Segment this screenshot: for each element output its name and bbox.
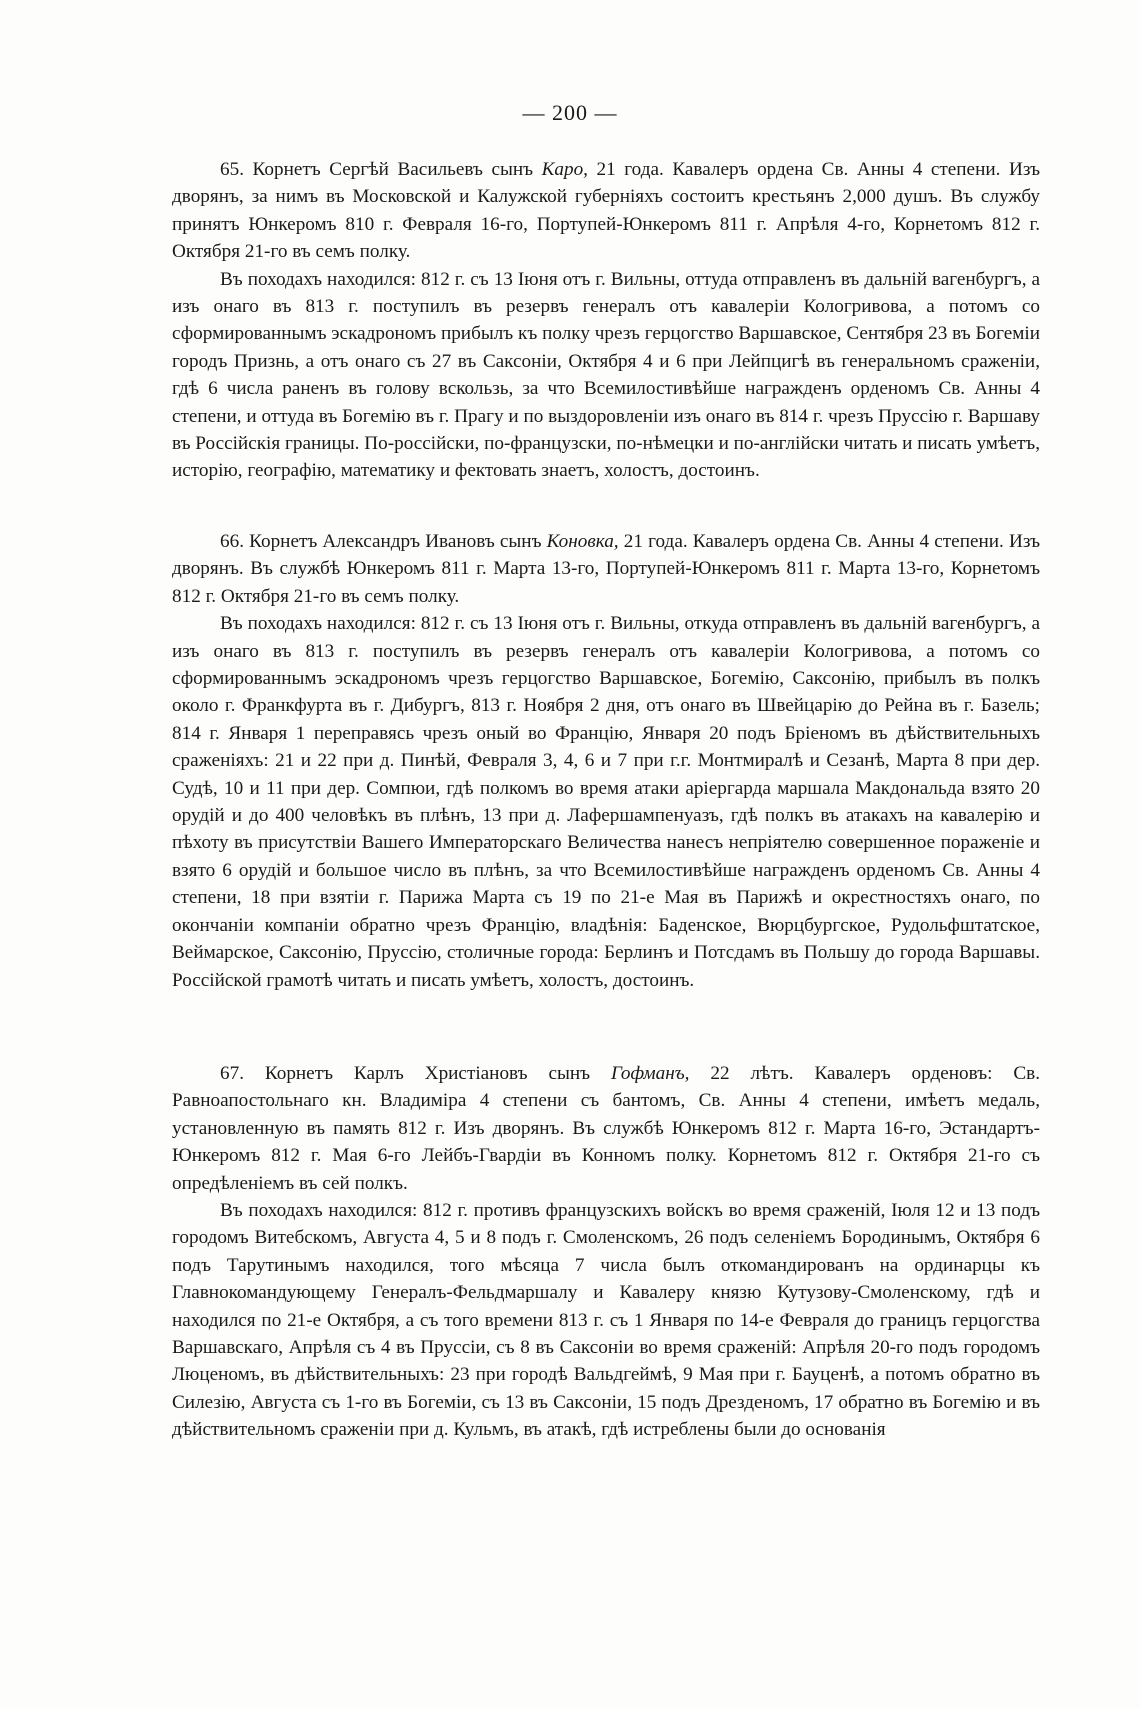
page-number: — 200 — bbox=[522, 100, 618, 125]
entry-intro-before: 67. Корнетъ Карлъ Христіановъ сынъ bbox=[220, 1063, 611, 1084]
entry-intro bbox=[172, 1060, 1040, 1197]
entry-surname: Гофманъ, bbox=[610, 1063, 690, 1084]
entry-intro bbox=[172, 156, 1040, 266]
entry-intro-after: 21 года. Кавалеръ ордена Св. Анны 4 степени. Изъ дворянъ. Въ службѣ Юнкеромъ 811 г. Марта 13-го, Портупей-Юнкеромъ 811 г. Марта 13-го, Корнетомъ 812 г. Октября 21-го въ семъ полку. bbox=[172, 531, 1041, 607]
entry-campaigns: Въ походахъ находился: 812 г. съ 13 Іюня отъ г. Вильны, оттуда отправленъ въ дальній вагенбургъ, а изъ онаго въ 813 г. поступилъ въ резервъ генералъ отъ кавалеріи Кологривова, а потомъ со сформированнымъ эскадрономъ прибылъ къ полку чрезъ герцогство Варшавское, Сентября 23 въ Богеміи городъ Признь, а отъ онаго съ 27 въ Саксоніи, Октября 4 и 6 при Лейпцигѣ въ генеральномъ сраженіи, гдѣ 6 числа раненъ въ голову вскользь, за что Всемилостивѣйше награжденъ орденомъ Св. Анны 4 степени, и оттуда въ Богемію въ г. Прагу и по выздоровленіи изъ онаго въ 814 г. чрезъ Пруссію г. Варшаву въ Россійскія границы. По-россійски, по-французски, по-нѣмецки и по-англійски читать и писать умѣетъ, исторію, географію, математику и фектовать знаетъ, холостъ, достоинъ. bbox=[172, 268, 1040, 482]
entry-65 bbox=[172, 156, 1040, 485]
entry-intro bbox=[172, 528, 1040, 610]
entry-67 bbox=[172, 1060, 1040, 1444]
entry-surname: Коновка, bbox=[546, 531, 619, 552]
entry-intro-before: 66. Корнетъ Александръ Ивановъ сынъ bbox=[220, 531, 547, 552]
entry-intro-after: 21 года. Кавалеръ ордена Св. Анны 4 степени. Изъ дворянъ, за нимъ въ Московской и Калужской губерніяхъ состоитъ крестьянъ 2,000 душъ. Въ службу принятъ Юнкеромъ 810 г. Февраля 16-го, Портупей-Юнкеромъ 811 г. Апрѣля 4-го, Корнетомъ 812 г. Октября 21-го въ семъ полку. bbox=[172, 159, 1040, 263]
entry-campaigns: Въ походахъ находился: 812 г. съ 13 Іюня отъ г. Вильны, откуда отправленъ въ дальній вагенбургъ, а изъ онаго въ 813 г. поступилъ въ резервъ генералъ отъ кавалеріи Кологривова, а потомъ со сформированнымъ эскадрономъ чрезъ герцогство Варшавское, Богемію, Саксонію, прибылъ въ полкъ около г. Франкфурта въ г. Дибургъ, 813 г. Ноября 2 дня, отъ онаго въ Швейцарію до Рейна въ г. Базель; 814 г. Января 1 переправясь чрезъ оный во Францію, Января 20 подъ Бріеномъ въ дѣйствительныхъ сраженіяхъ: 21 и 22 при д. Пинѣй, Февраля 3, 4, 6 и 7 при г.г. Монтмиралѣ и Сезанѣ, Марта 8 при дер. Судѣ, 10 и 11 при дер. Сомпюи, гдѣ полкомъ во время атаки аріергарда маршала Макдональда взято 20 орудій и до 400 человѣкъ въ плѣнъ, 13 при д. Лафершампенуазъ, гдѣ полкъ въ атакахъ на кавалерію и пѣхоту въ присутствіи Вашего Императорскаго Величества нанесъ непріятелю совершенное пораженіе и взято 6 орудій и большое число въ плѣнъ, за что Всемилостивѣйше награжденъ орденомъ Св. Анны 4 степени, 18 при взятіи г. Парижа Марта съ 19 по 21-е Мая въ Парижѣ и окрестностяхъ онаго, по окончаніи компаніи обратно чрезъ Францію, владѣнія: Баденское, Вюрцбургское, Рудольфштатское, Веймарское, Саксонію, Пруссію, столичные города: Берлинъ и Потсдамъ въ Польшу до города Варшавы. Россійской грамотѣ читать и писать умѣетъ, холостъ, достоинъ. bbox=[172, 613, 1040, 991]
entry-surname: Каро, bbox=[541, 159, 588, 180]
entry-intro-before: 65. Корнетъ Сергѣй Васильевъ сынъ bbox=[220, 159, 542, 180]
entry-campaigns: Въ походахъ находился: 812 г. противъ французскихъ войскъ во время сраженій, Іюля 12 и 13 подъ городомъ Витебскомъ, Августа 4, 5 и 8 подъ г. Смоленскомъ, 26 подъ селеніемъ Бородинымъ, Октября 6 подъ Тарутинымъ находился, того мѣсяца 7 числа былъ откомандированъ на ординарцы къ Главнокомандующему Генералъ-Фельдмаршалу и Кавалеру князю Кутузову-Смоленскому, гдѣ и находился по 21-е Октября, а съ того времени 813 г. съ 1 Января по 14-е Февраля до границъ герцогства Варшавскаго, Апрѣля съ 4 въ Пруссіи, съ 8 въ Саксоніи во время сраженій: Апрѣля 20-го подъ городомъ Люценомъ, въ дѣйствительныхъ: 23 при городѣ Вальдгеймѣ, 9 Мая при г. Бауценѣ, а потомъ обратно въ Силезію, Августа съ 1-го въ Богеміи, съ 13 въ Саксоніи, 15 подъ Дрезденомъ, 17 обратно въ Богемію и въ дѣйствительномъ сраженіи при д. Кульмъ, въ атакѣ, гдѣ истреблены были до основанія bbox=[172, 1200, 1040, 1441]
entry-66 bbox=[172, 528, 1040, 994]
entry-intro-after: 22 лѣтъ. Кавалеръ орденовъ: Св. Равноапостольнаго кн. Владиміра 4 степени съ бантомъ, Св. Анны 4 степени, имѣетъ медаль, установленную въ память 812 г. Изъ дворянъ. Въ службѣ Юнкеромъ 812 г. Марта 16-го, Эстандартъ-Юнкеромъ 812 г. Мая 6-го Лейбъ-Гвардіи въ Конномъ полку. Корнетомъ 812 г. Октября 21-го съ опредѣленіемъ въ сей полкъ. bbox=[172, 1063, 1041, 1194]
